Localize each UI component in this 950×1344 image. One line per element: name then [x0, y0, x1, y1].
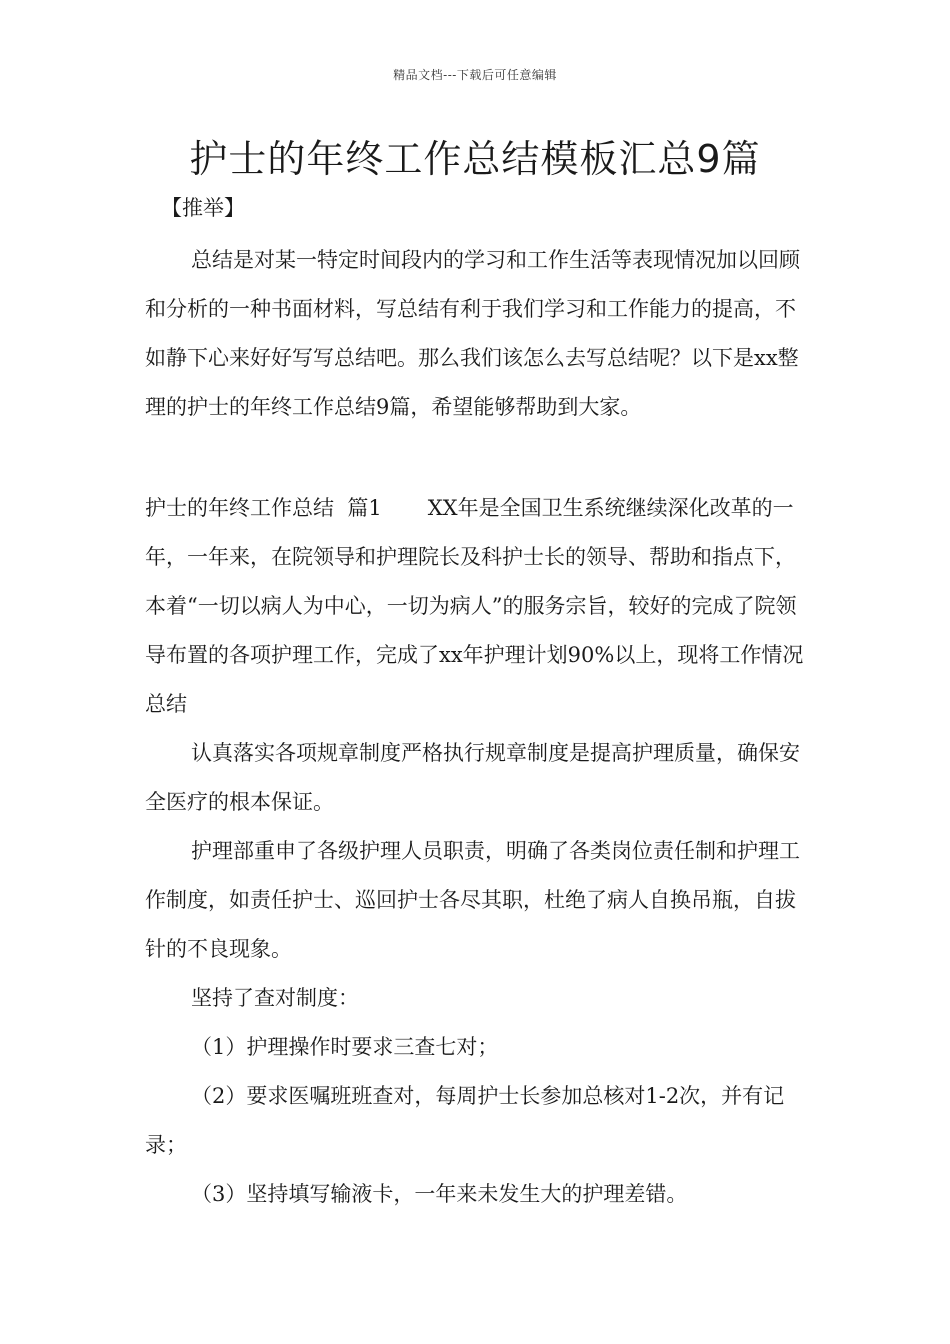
paragraph-check-system: 坚持了查对制度：	[191, 986, 359, 1010]
list-item-2: （2）要求医嘱班班查对，每周护士长参加总核对1-2次，并有记录；	[145, 1084, 785, 1157]
document-body	[145, 184, 810, 1219]
document-title: 护士的年终工作总结模板汇总9篇	[189, 137, 761, 181]
paragraph-duties: 护理部重申了各级护理人员职责，明确了各类岗位责任制和护理工作制度，如责任护士、巡回护士各尽其职，杜绝了病人自换吊瓶，自拔针的不良现象。	[145, 839, 800, 961]
section1-heading: 护士的年终工作总结 篇1	[145, 496, 382, 520]
section-gap	[145, 432, 810, 484]
paragraph-rules: 认真落实各项规章制度严格执行规章制度是提高护理质量，确保安全医疗的根本保证。	[145, 741, 800, 814]
list-item-3: （3）坚持填写输液卡，一年来未发生大的护理差错。	[191, 1182, 688, 1206]
section1-paragraph	[145, 484, 810, 729]
intro-paragraph: 总结是对某一特定时间段内的学习和工作生活等表现情况加以回顾和分析的一种书面材料，写总结有利于我们学习和工作能力的提高，不如静下心来好好写写总结吧。那么我们该怎么去写总结呢？以下是xx整理的护士的年终工作总结9篇，希望能够帮助到大家。	[145, 248, 800, 419]
list-item-1: （1）护理操作时要求三查七对；	[191, 1035, 499, 1059]
section1-text: XX年是全国卫生系统继续深化改革的一年，一年来，在院领导和护理院长及科护士长的领导、帮助和指点下，本着“一切以病人为中心，一切为病人”的服务宗旨，较好的完成了院领导布置的各项护理工作，完成了xx年护理计划90%以上，现将工作情况总结	[145, 496, 804, 716]
header-note: 精品文档---下载后可任意编辑	[393, 68, 557, 82]
recommend-tag: 【推举】	[161, 196, 245, 220]
